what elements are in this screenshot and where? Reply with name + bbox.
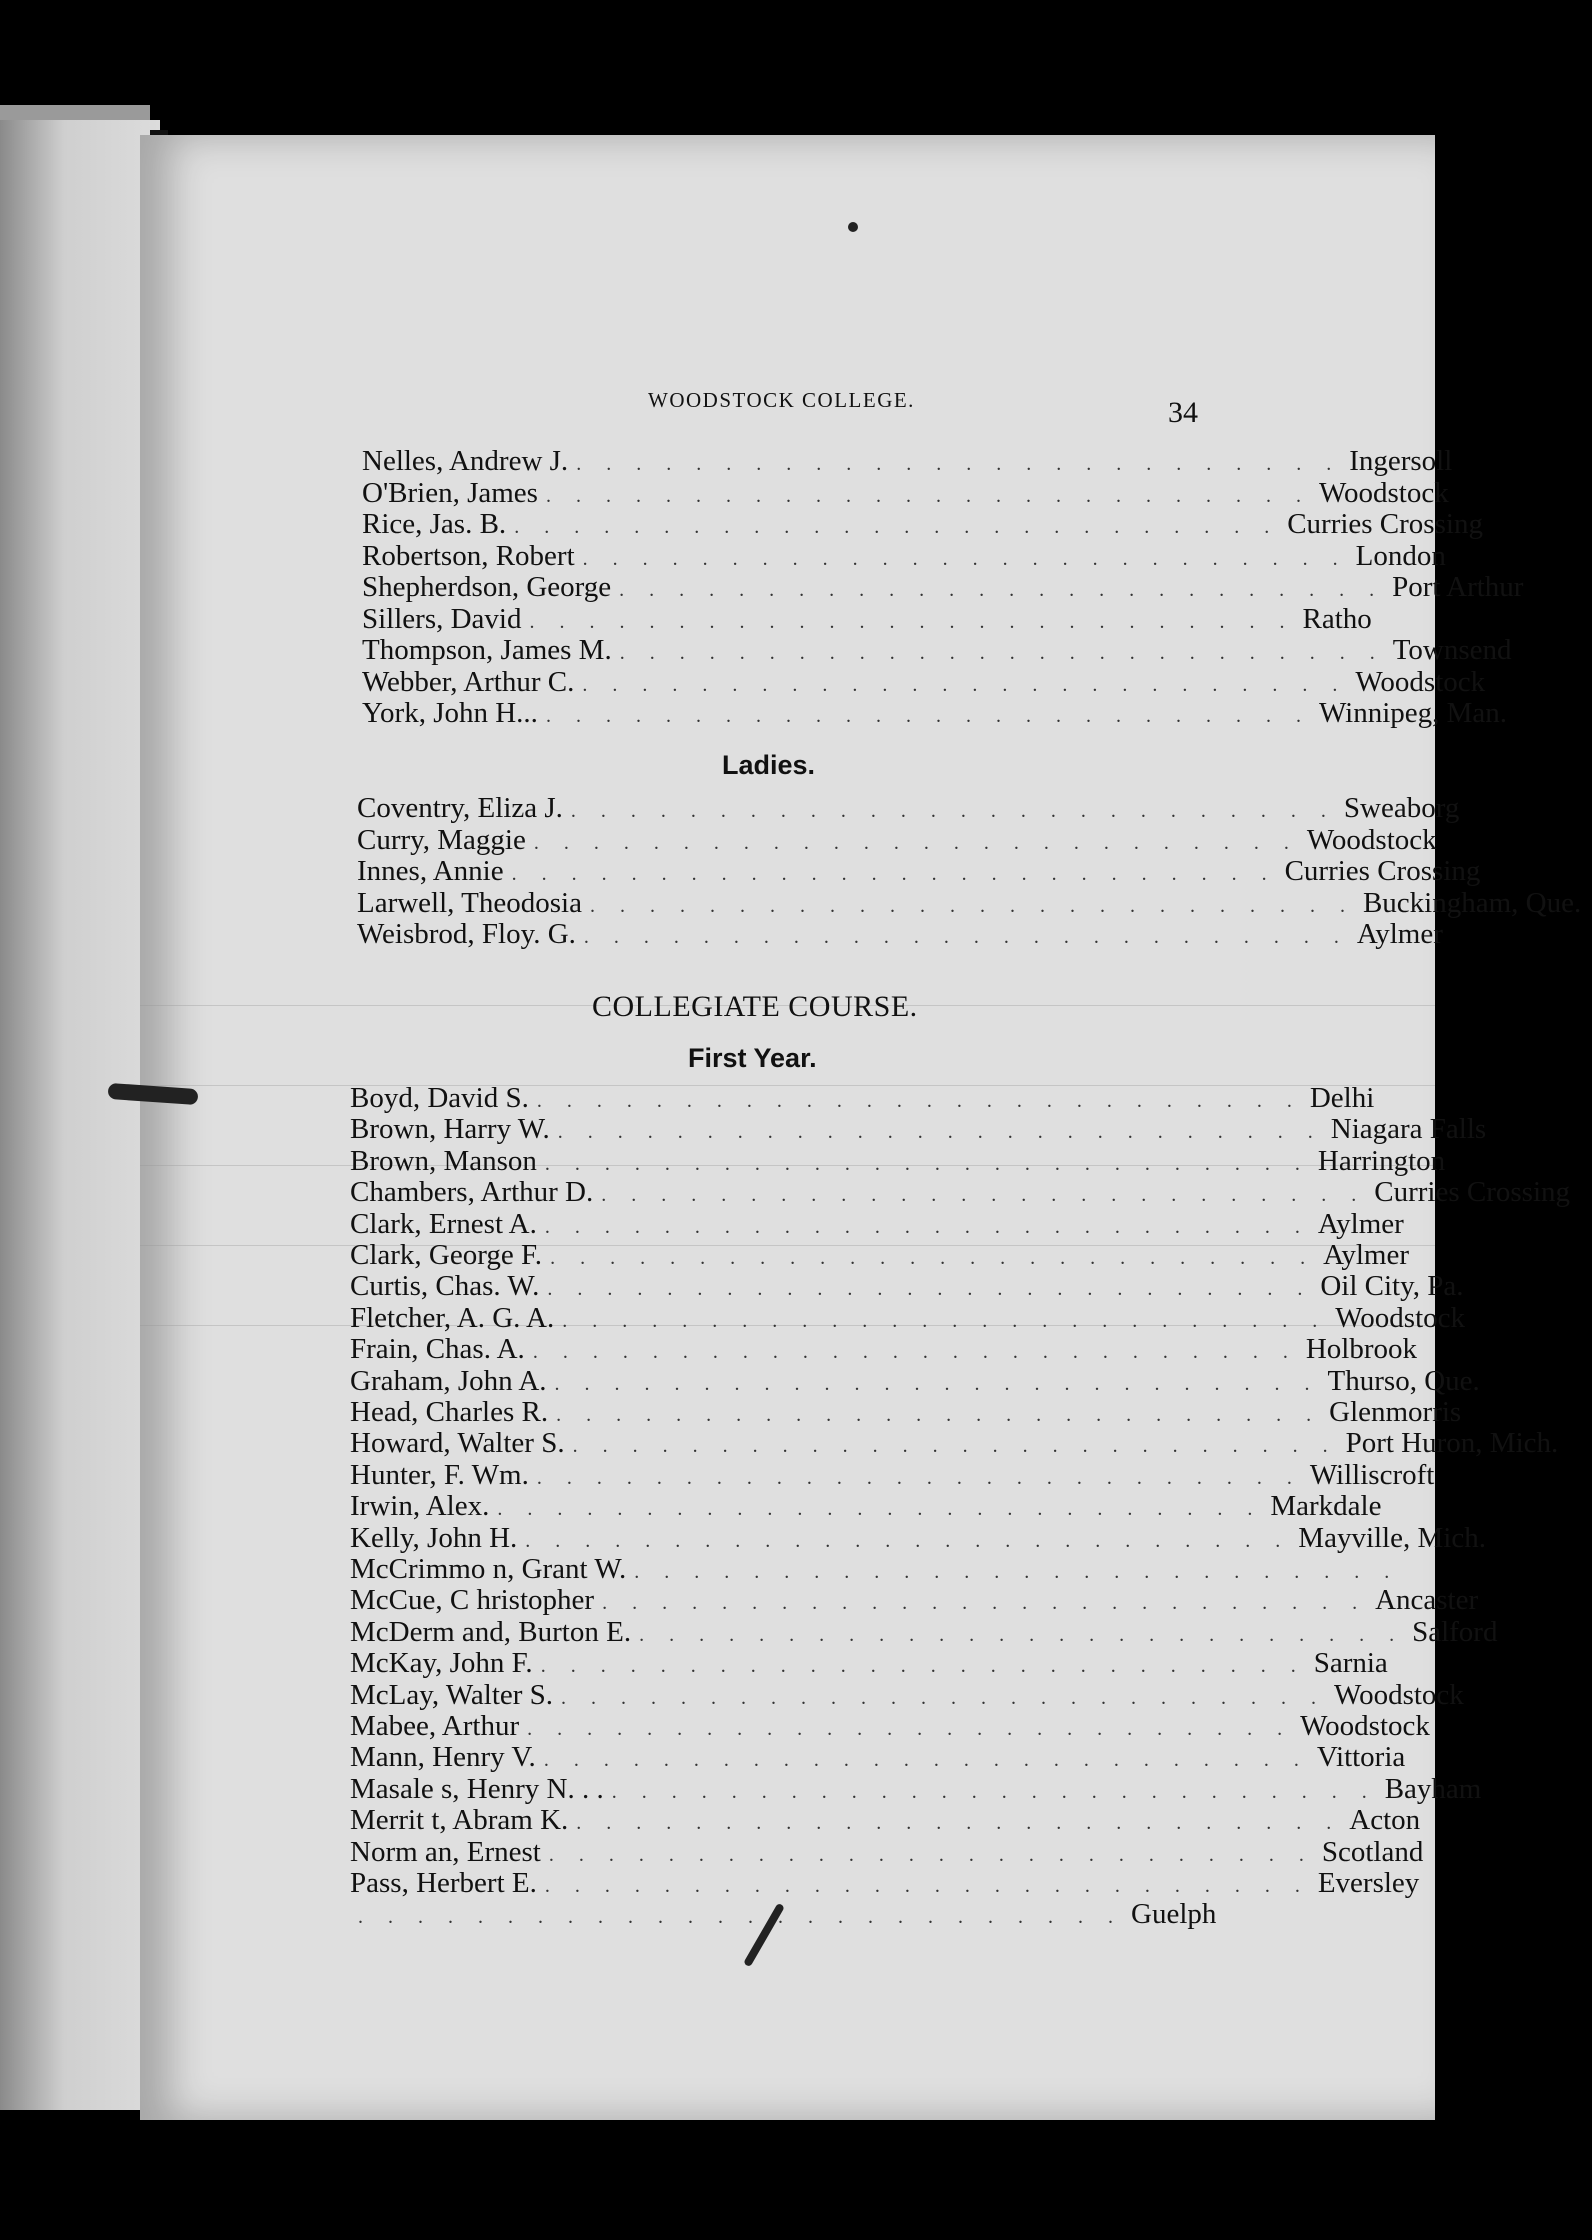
hometown: Niagara Falls [1330, 1113, 1487, 1146]
hometown: Guelph [1131, 1898, 1217, 1931]
list-entry [350, 1458, 1435, 1491]
dot-leader: . . . . . . . . . . . . . . . . . . . . . . . . . . [576, 1812, 1342, 1835]
dot-leader: . . . . . . . . . . . . . . . . . . . . . . . . . . [547, 1278, 1313, 1301]
hometown: Woodstock [1335, 1301, 1465, 1334]
hometown: Eversley [1317, 1867, 1420, 1899]
student-name: McCrimmo n, Grant W. [350, 1553, 627, 1585]
list-entry [350, 1615, 1498, 1648]
list-entry [350, 1647, 1388, 1680]
student-name: Merrit t, Abram K. [350, 1804, 569, 1837]
dot-leader: . . . . . . . . . . . . . . . . . . . . . . . . . . [570, 800, 1336, 822]
hometown: Port Huron, Mich. [1345, 1427, 1559, 1460]
student-name: Brown, Harry W. [350, 1113, 550, 1146]
facing-page [0, 120, 160, 2110]
student-name: Webber, Arthur C. [362, 665, 575, 698]
student-name: Chambers, Arthur D. [350, 1176, 594, 1209]
dot-leader: . . . . . . . . . . . . . . . . . . . . . . . . . . [634, 1561, 1400, 1583]
dot-leader: . . . . . . . . . . . . . . . . . . . . . . . . . . [536, 1466, 1302, 1489]
student-name: Irwin, Alex. [350, 1490, 490, 1523]
student-name: Mann, Henry V. [350, 1741, 536, 1774]
hometown: Woodstock [1300, 1710, 1430, 1742]
hometown: Thurso, Que. [1327, 1364, 1480, 1397]
list-entry [350, 1333, 1417, 1366]
dot-leader: . . . . . . . . . . . . . . . . . . . . . . . . . . [601, 1184, 1367, 1207]
hometown: London [1355, 539, 1446, 572]
dot-leader: . . . . . . . . . . . . . . . . . . . . . . . . . . [611, 1780, 1377, 1803]
dot-leader: . . . . . . . . . . . . . . . . . . . . . . . . . . [582, 673, 1348, 696]
list-entry [350, 1678, 1464, 1711]
dot-leader: . . . . . . . . . . . . . . . . . . . . . . . . . . [545, 705, 1311, 727]
student-name: Mabee, Arthur [350, 1710, 520, 1742]
hometown: Holbrook [1305, 1333, 1417, 1366]
hometown: Port Arthur [1392, 571, 1524, 603]
dot-leader: . . . . . . . . . . . . . . . . . . . . . . . . . . [525, 1529, 1291, 1552]
list-entry [350, 1270, 1464, 1303]
student-name: Hunter, F. Wm. [350, 1458, 529, 1491]
hometown: Woodstock [1355, 665, 1486, 698]
dot-leader: . . . . . . . . . . . . . . . . . . . . . . . . . . [532, 1341, 1298, 1364]
dot-leader: . . . . . . . . . . . . . . . . . . . . . . . . . . [554, 1372, 1320, 1395]
hometown: Ancaster [1375, 1584, 1479, 1617]
dot-leader: . . . . . . . . . . . . . . . . . . . . . . . . . . [544, 1875, 1310, 1897]
student-name: Pass, Herbert E. [350, 1867, 537, 1899]
dot-leader: . . . . . . . . . . . . . . . . . . . . . . . . . . [358, 1906, 1123, 1929]
dot-leader: . . . . . . . . . . . . . . . . . . . . . . . . . . [514, 516, 1280, 538]
student-name: Clark, Ernest A. [350, 1207, 537, 1240]
hometown: Townsend [1392, 634, 1512, 666]
student-name: Shepherdson, George [362, 571, 612, 603]
list-entry [357, 792, 1460, 824]
list-entry [350, 1710, 1430, 1742]
student-name: Norm an, Ernest [350, 1835, 541, 1868]
student-name: McDerm and, Burton E. [350, 1615, 632, 1648]
dot-leader: . . . . . . . . . . . . . . . . . . . . . . . . . . [561, 1686, 1327, 1709]
list-entry [350, 1176, 1570, 1209]
dot-leader: . . . . . . . . . . . . . . . . . . . . . . . . . . [529, 610, 1295, 633]
hometown: Salford [1412, 1615, 1498, 1648]
list-entry [357, 886, 1582, 919]
dot-leader: . . . . . . . . . . . . . . . . . . . . . . . . . . [562, 1309, 1328, 1332]
hometown: Markdale [1270, 1490, 1382, 1523]
dot-leader: . . . . . . . . . . . . . . . . . . . . . . . . . . [619, 579, 1385, 601]
dot-leader: . . . . . . . . . . . . . . . . . . . . . . . . . . [556, 1404, 1322, 1426]
hometown: Woodstock [1334, 1678, 1464, 1711]
dot-leader: . . . . . . . . . . . . . . . . . . . . . . . . . . [497, 1498, 1263, 1521]
list-entry [350, 1427, 1559, 1460]
hometown: Woodstock [1318, 476, 1449, 509]
student-name: Weisbrod, Floy. G. [357, 918, 576, 950]
dot-leader: . . . . . . . . . . . . . . . . . . . . . . . . . . [543, 1749, 1309, 1772]
student-name: Sillers, David [362, 602, 522, 635]
list-entry [350, 1239, 1409, 1271]
collegiate-course-heading: COLLEGIATE COURSE. [592, 990, 918, 1023]
list-entry [362, 602, 1372, 635]
dot-leader: . . . . . . . . . . . . . . . . . . . . . . . . . . [572, 1435, 1338, 1458]
list-entry [350, 1584, 1479, 1617]
hometown: Aylmer [1317, 1207, 1404, 1240]
hometown: Ingersoll [1349, 445, 1453, 477]
list-entry [350, 1113, 1487, 1146]
dot-leader: . . . . . . . . . . . . . . . . . . . . . . . . . . [545, 484, 1311, 507]
hometown: Vittoria [1316, 1741, 1406, 1774]
hometown: Curries Crossing [1284, 855, 1481, 887]
hometown: Winnipeg, Man. [1318, 697, 1508, 729]
hometown: Buckingham, Que. [1362, 886, 1582, 919]
student-name: Nelles, Andrew J. [362, 445, 569, 477]
list-entry [350, 1553, 1400, 1585]
running-head: WOODSTOCK COLLEGE. [648, 388, 915, 412]
list-entry [350, 1804, 1421, 1837]
list-entry [362, 476, 1449, 509]
student-name: Fletcher, A. G. A. [350, 1301, 555, 1334]
list-entry [350, 1490, 1382, 1523]
list-entry [357, 918, 1443, 950]
hometown: Ratho [1302, 602, 1372, 635]
list-entry [350, 1835, 1424, 1868]
student-name: McCue, C hristopher [350, 1584, 595, 1617]
list-entry [357, 823, 1437, 856]
dot-leader: . . . . . . . . . . . . . . . . . . . . . . . . . . [544, 1215, 1310, 1238]
list-entry [362, 571, 1524, 603]
student-name: Thompson, James M. [362, 634, 612, 666]
student-name: Brown, Manson [350, 1144, 537, 1177]
student-name: O'Brien, James [362, 476, 538, 509]
list-entry [350, 1772, 1482, 1805]
ink-speck [848, 222, 858, 232]
student-name: Howard, Walter S. [350, 1427, 565, 1460]
list-entry [350, 1867, 1420, 1899]
dot-leader: . . . . . . . . . . . . . . . . . . . . . . . . . . [619, 642, 1385, 664]
hometown: Sweaborg [1343, 792, 1460, 824]
student-name: Innes, Annie [357, 855, 504, 887]
list-entry [350, 1301, 1465, 1334]
hometown: Mayville, Mich. [1298, 1521, 1486, 1554]
student-name: Curry, Maggie [357, 823, 526, 856]
student-name: Curtis, Chas. W. [350, 1270, 540, 1303]
list-entry [362, 634, 1512, 666]
hometown: Aylmer [1323, 1239, 1409, 1271]
student-name: Coventry, Eliza J. [357, 792, 563, 824]
list-entry [362, 697, 1508, 729]
page-number: 34 [1168, 396, 1198, 429]
student-name: York, John H... [362, 697, 538, 729]
student-name: McLay, Walter S. [350, 1678, 554, 1711]
student-name: Boyd, David S. [350, 1082, 529, 1114]
dot-leader: . . . . . . . . . . . . . . . . . . . . . . . . . . [544, 1152, 1310, 1175]
student-name: Head, Charles R. [350, 1396, 549, 1428]
ladies-heading: Ladies. [722, 750, 816, 780]
dot-leader: . . . . . . . . . . . . . . . . . . . . . . . . . . [602, 1592, 1368, 1615]
list-entry [350, 1207, 1404, 1240]
list-entry [350, 1144, 1446, 1177]
hometown: Curries Crossing [1374, 1176, 1570, 1209]
list-entry [362, 539, 1446, 572]
list-entry [357, 855, 1481, 887]
dot-leader: . . . . . . . . . . . . . . . . . . . . . . . . . . [639, 1623, 1405, 1646]
student-name: Masale s, Henry N. . . [350, 1772, 604, 1805]
student-name: Larwell, Theodosia [357, 886, 582, 919]
hometown: Oil City, Pa. [1320, 1270, 1464, 1303]
hometown: Curries Crossing [1287, 508, 1483, 540]
list-entry [362, 508, 1483, 540]
dot-leader: . . . . . . . . . . . . . . . . . . . . . . . . . . [557, 1121, 1323, 1144]
student-name: Graham, John A. [350, 1364, 547, 1397]
list-entry [350, 1396, 1462, 1428]
dot-leader: . . . . . . . . . . . . . . . . . . . . . . . . . . [589, 894, 1355, 917]
hometown: Bayham [1384, 1772, 1482, 1805]
list-entry [350, 1082, 1375, 1114]
student-name: Rice, Jas. B. [362, 508, 507, 540]
hometown: Woodstock [1306, 823, 1437, 856]
dot-leader: . . . . . . . . . . . . . . . . . . . . . . . . . . [576, 453, 1342, 475]
list-entry [362, 445, 1453, 477]
hometown: Delhi [1309, 1082, 1375, 1114]
dot-leader: . . . . . . . . . . . . . . . . . . . . . . . . . . [550, 1247, 1316, 1269]
dot-leader: . . . . . . . . . . . . . . . . . . . . . . . . . . [533, 831, 1299, 854]
first-year-heading: First Year. [688, 1043, 817, 1073]
student-name: Kelly, John H. [350, 1521, 518, 1554]
student-name: Clark, George F. [350, 1239, 543, 1271]
hometown: Scotland [1321, 1835, 1424, 1868]
student-name: Frain, Chas. A. [350, 1333, 525, 1366]
hometown: Acton [1349, 1804, 1421, 1837]
dot-leader: . . . . . . . . . . . . . . . . . . . . . . . . . . [540, 1655, 1306, 1678]
list-entry [362, 665, 1486, 698]
hometown: Sarnia [1313, 1647, 1388, 1680]
hometown: Glenmorris [1329, 1396, 1462, 1428]
student-name: McKay, John F. [350, 1647, 533, 1680]
list-entry [350, 1741, 1406, 1774]
dot-leader: . . . . . . . . . . . . . . . . . . . . . . . . . . [548, 1843, 1314, 1866]
dot-leader: . . . . . . . . . . . . . . . . . . . . . . . . . . [582, 547, 1348, 570]
hometown: Harrington [1317, 1144, 1446, 1177]
dot-leader: . . . . . . . . . . . . . . . . . . . . . . . . . . [527, 1718, 1293, 1740]
dot-leader: . . . . . . . . . . . . . . . . . . . . . . . . . . [511, 863, 1277, 885]
list-entry [350, 1521, 1486, 1554]
list-entry [350, 1364, 1480, 1397]
dot-leader: . . . . . . . . . . . . . . . . . . . . . . . . . . [583, 926, 1349, 948]
dot-leader: . . . . . . . . . . . . . . . . . . . . . . . . . . [536, 1090, 1302, 1112]
hometown: Aylmer [1356, 918, 1443, 950]
student-name: Robertson, Robert [362, 539, 575, 572]
hometown: Williscroft [1309, 1458, 1435, 1491]
